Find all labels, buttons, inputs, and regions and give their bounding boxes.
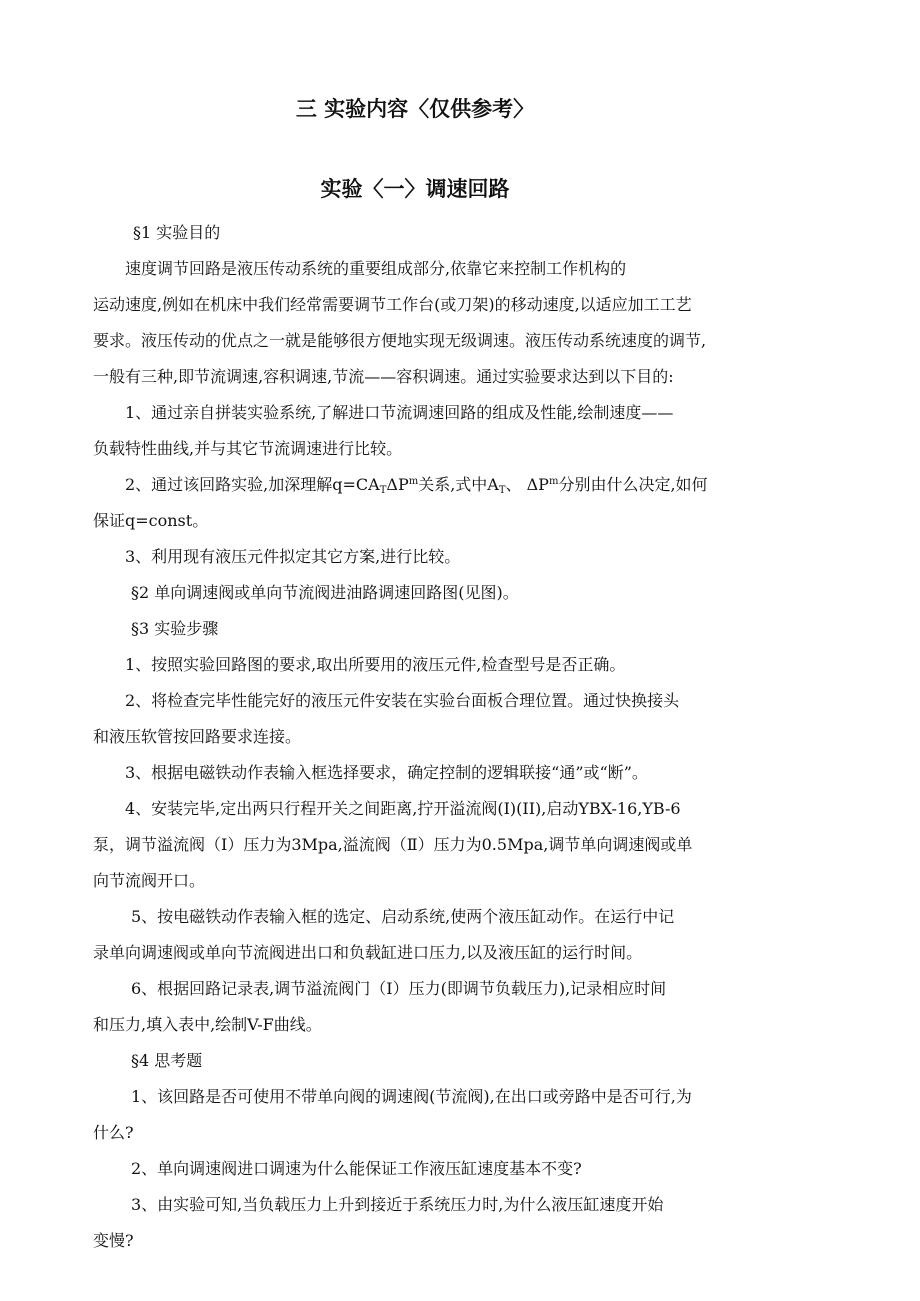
experiment-title: 实验〈一〉调速回路 — [320, 177, 510, 201]
s4-item3-line1: 3、由实验可知,当负载压力上升到接近于系统压力时,为什么液压缸速度开始 — [131, 1195, 664, 1214]
section-title: 三 实验内容〈仅供参考〉 — [295, 97, 535, 121]
s1-item2-text-e: 分别由什么决定,如何 — [558, 475, 708, 494]
s1-item2-text-a: 2、通过该回路实验,加深理解q=CA — [125, 475, 380, 494]
s4-heading: §4 思考题 — [131, 1051, 203, 1070]
s1-item2-text-c: 关系,式中A — [418, 475, 499, 494]
superscript-m2: m — [548, 476, 559, 487]
s1-item2-line1 — [125, 474, 708, 496]
s3-heading: §3 实验步骤 — [131, 619, 219, 638]
s1-heading: §1 实验目的 — [133, 223, 221, 242]
s3-item1: 1、按照实验回路图的要求,取出所要用的液压元件,检查型号是否正确。 — [125, 655, 626, 674]
s1-p1-line1: 速度调节回路是液压传动系统的重要组成部分,依靠它来控制工作机构的 — [125, 259, 627, 278]
s1-item3: 3、利用现有液压元件拟定其它方案,进行比较。 — [125, 547, 461, 566]
s4-item3-line2: 变慢? — [93, 1231, 134, 1250]
s3-item2-line2: 和液压软管按回路要求连接。 — [93, 727, 302, 746]
s3-item6-line1: 6、根据回路记录表,调节溢流阀门（Ⅰ）压力(即调节负载压力),记录相应时间 — [131, 979, 667, 998]
s3-item4-line3: 向节流阀开口。 — [93, 871, 206, 890]
s4-item1-line1: 1、该回路是否可使用不带单向阀的调速阀(节流阀),在出口或旁路中是否可行,为 — [131, 1087, 692, 1106]
s3-item5-line2: 录单向调速阀或单向节流阀进出口和负载缸进口压力,以及液压缸的运行时间。 — [93, 943, 643, 962]
s3-item2-line1: 2、将检查完毕性能完好的液压元件安装在实验台面板合理位置。通过快换接头 — [125, 691, 680, 710]
s3-item3: 3、根据电磁铁动作表输入框选择要求，确定控制的逻辑联接“通”或“断”。 — [125, 763, 648, 782]
s1-item2-text-b: ΔP — [386, 475, 409, 494]
s3-item4-line2: 泵，调节溢流阀（Ⅰ）压力为3Mpa,溢流阀（Ⅱ）压力为0.5Mpa,调节单向调速阀或单 — [93, 835, 693, 854]
superscript-m: m — [408, 476, 419, 487]
subscript-t: T — [379, 485, 387, 496]
s3-item4-line1: 4、安装完毕,定出两只行程开关之间距离,拧开溢流阀(I)(II),启动YBX-16,YB-6 — [125, 799, 681, 818]
s1-item1-line1: 1、通过亲自拼装实验系统,了解进口节流调速回路的组成及性能,绘制速度—— — [125, 403, 674, 422]
subscript-t2: T — [498, 485, 506, 496]
s1-p1-line4: 一般有三种,即节流调速,容积调速,节流——容积调速。通过实验要求达到以下目的: — [93, 367, 674, 386]
s3-item6-line2: 和压力,填入表中,绘制V-F曲线。 — [93, 1015, 322, 1034]
s1-p1-line3: 要求。液压传动的优点之一就是能够很方便地实现无级调速。液压传动系统速度的调节, — [93, 331, 707, 350]
s1-item1-line2: 负载特性曲线,并与其它节流调速进行比较。 — [93, 439, 403, 458]
s1-item2-line2: 保证q=const。 — [93, 511, 209, 530]
s4-item2: 2、单向调速阀进口调速为什么能保证工作液压缸速度基本不变? — [131, 1159, 582, 1178]
s4-item1-line2: 什么? — [93, 1123, 134, 1142]
s1-item2-text-d: 、 ΔP — [505, 475, 549, 494]
s3-item5-line1: 5、按电磁铁动作表输入框的选定、启动系统,使两个液压缸动作。在运行中记 — [131, 907, 675, 926]
s2-heading: §2 单向调速阀或单向节流阀进油路调速回路图(见图)。 — [131, 583, 519, 602]
s1-p1-line2: 运动速度,例如在机床中我们经常需要调节工作台(或刀架)的移动速度,以适应加工工艺 — [93, 295, 692, 314]
